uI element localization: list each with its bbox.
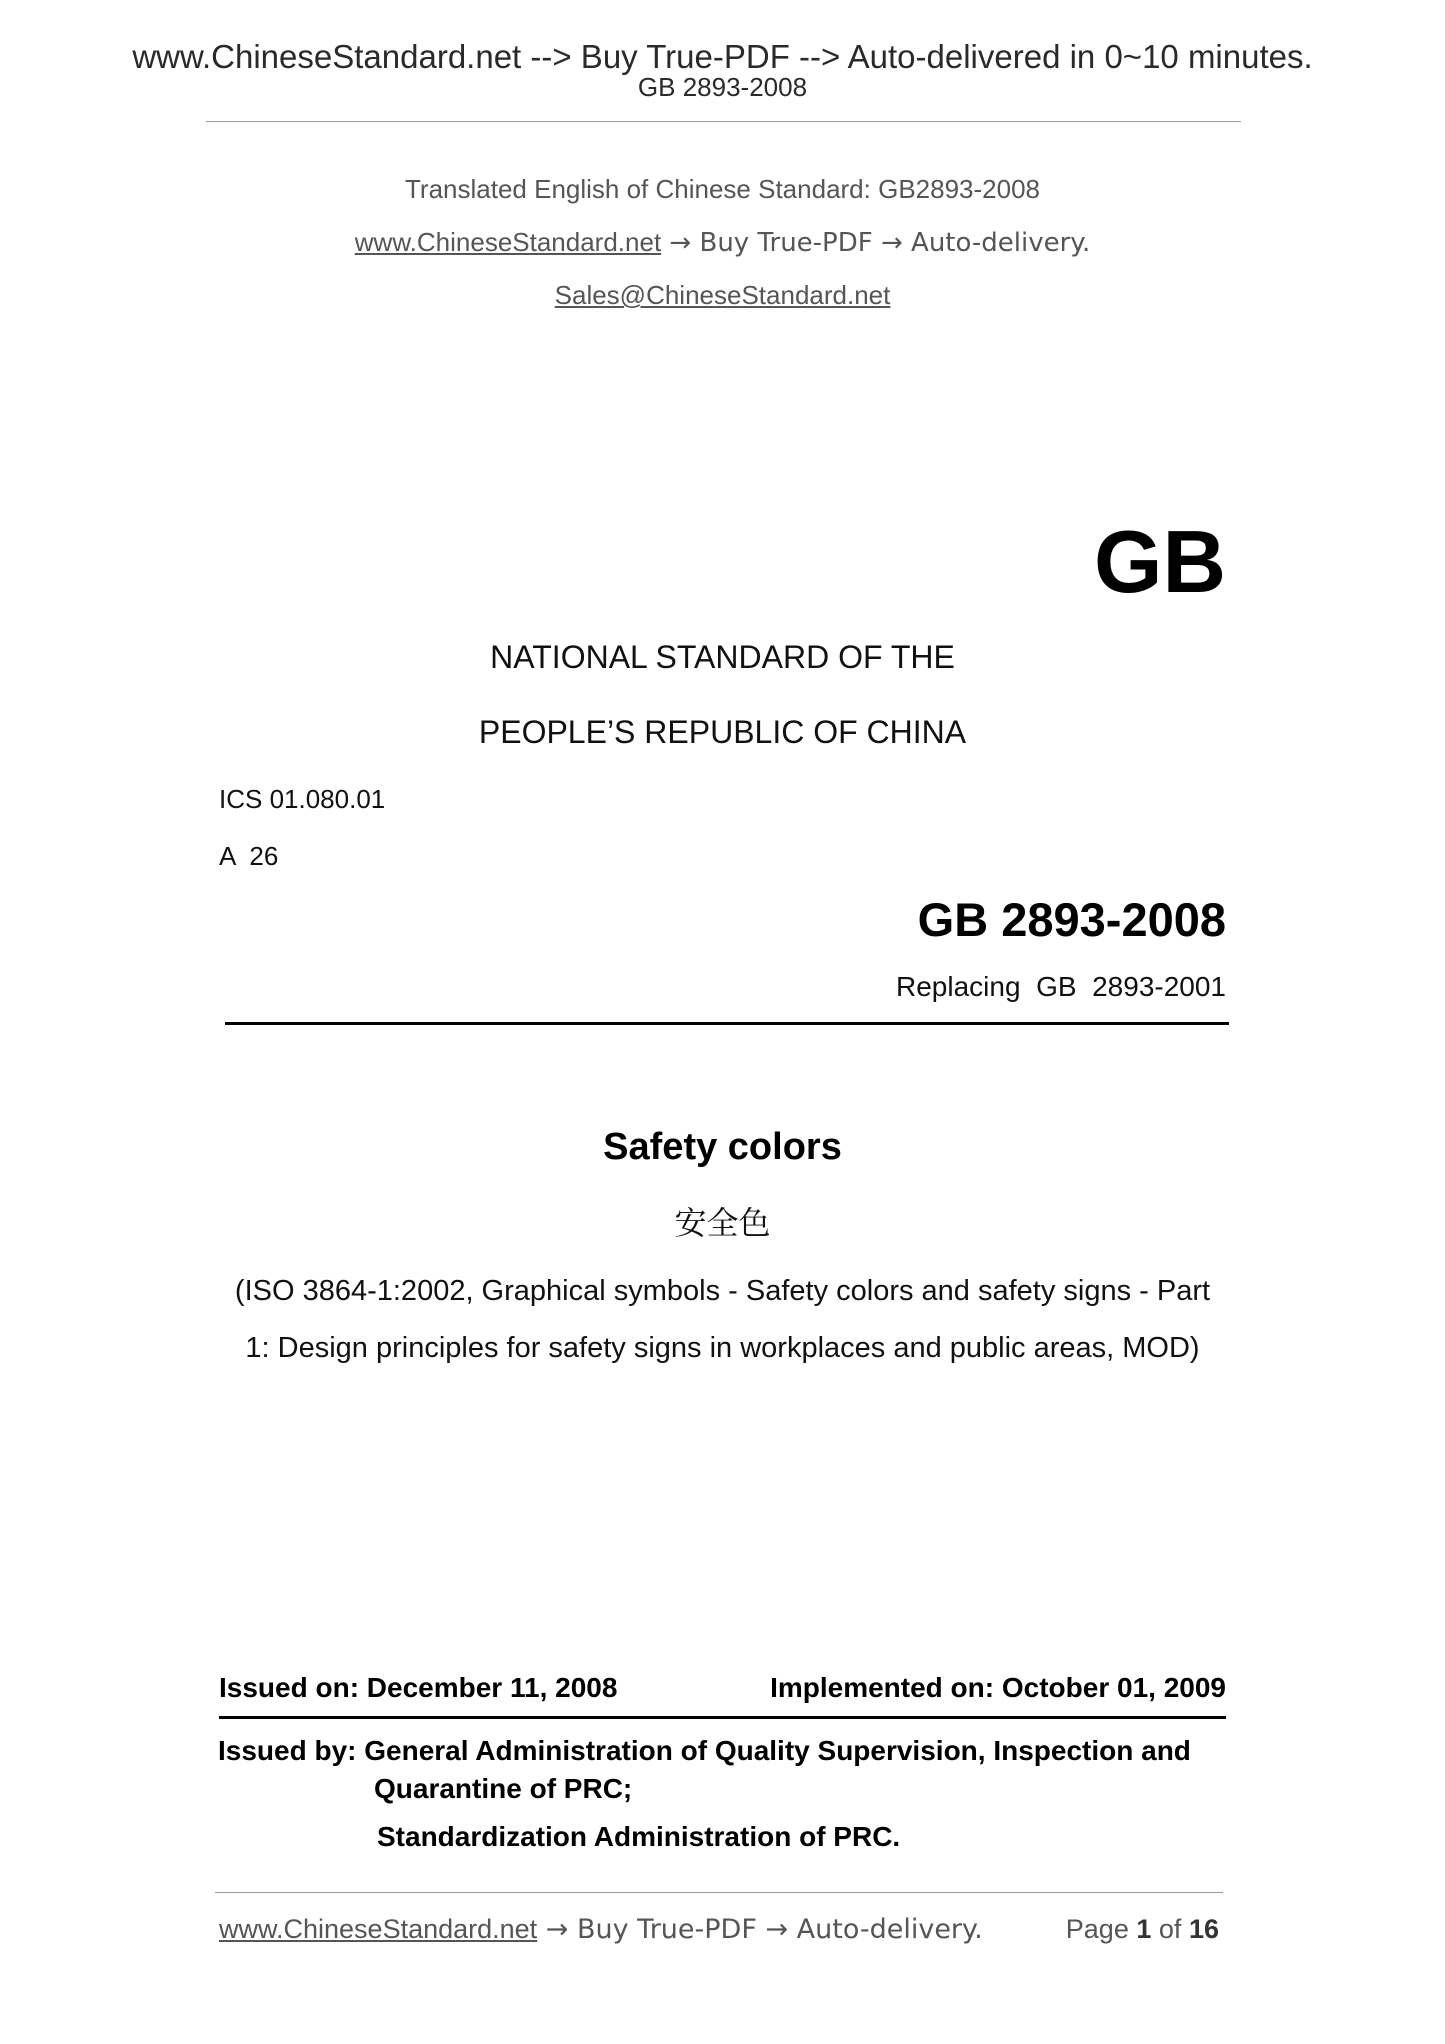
document-title-chinese: 安全色 [674, 1205, 771, 1241]
national-line-2: PEOPLE’S REPUBLIC OF CHINA [478, 714, 967, 750]
replacing-note: Replacing GB 2893-2001 [896, 971, 1226, 1002]
of-word: of [1158, 1914, 1182, 1944]
issuer-line-1: Issued by: General Administration of Quality Supervision, Inspection and [218, 1735, 1191, 1766]
top-banner[interactable]: www.ChineseStandard.net --> Buy True-PDF --> Auto-delivered in 0~10 minutes. [132, 38, 1313, 75]
page-word: Page [1065, 1914, 1129, 1944]
implemented-date: Implemented on: October 01, 2009 [770, 1672, 1226, 1703]
email-line [0, 282, 1445, 308]
iso-reference-line-1: (ISO 3864-1:2002, Graphical symbols - Safety colors and safety signs - Part [234, 1275, 1211, 1307]
site-link[interactable]: www.ChineseStandard.net [354, 227, 662, 257]
email-link[interactable]: Sales@ChineseStandard.net [554, 280, 891, 310]
footer-site-link[interactable]: www.ChineseStandard.net [219, 1914, 538, 1944]
iso-reference-line-2: 1: Design principles for safety signs in workplaces and public areas, MOD) [245, 1332, 1200, 1364]
buy-text: → Buy True-PDF → Auto-delivery. [661, 228, 1091, 258]
footer-divider [215, 1892, 1223, 1893]
issuers-block [218, 1732, 1191, 1856]
national-line-1: NATIONAL STANDARD OF THE [490, 639, 955, 675]
page-indicator [1066, 1916, 1219, 1943]
page-number: 1 [1136, 1914, 1152, 1944]
issuer-line-2: Quarantine of PRC; [374, 1773, 633, 1804]
standard-number: GB 2893-2008 [917, 893, 1226, 946]
doc-id-header: GB 2893-2008 [637, 72, 808, 102]
issuer-line-3: Standardization Administration of PRC. [377, 1821, 901, 1852]
ccs-code: A 26 [219, 841, 279, 871]
page-total: 16 [1188, 1914, 1219, 1944]
issued-date: Issued on: December 11, 2008 [219, 1672, 618, 1703]
footer-links [219, 1916, 983, 1943]
gb-mark: GB [1094, 512, 1226, 611]
intro-links [0, 229, 1445, 256]
dates-divider [219, 1716, 1226, 1719]
ics-code: ICS 01.080.01 [219, 784, 386, 814]
document-title: Safety colors [603, 1126, 842, 1168]
translated-note: Translated English of Chinese Standard: GB2893-2008 [405, 174, 1040, 204]
footer-buy-text: → Buy True-PDF → Auto-delivery. [537, 1914, 983, 1945]
title-divider [225, 1022, 1229, 1025]
header-divider [206, 121, 1241, 122]
